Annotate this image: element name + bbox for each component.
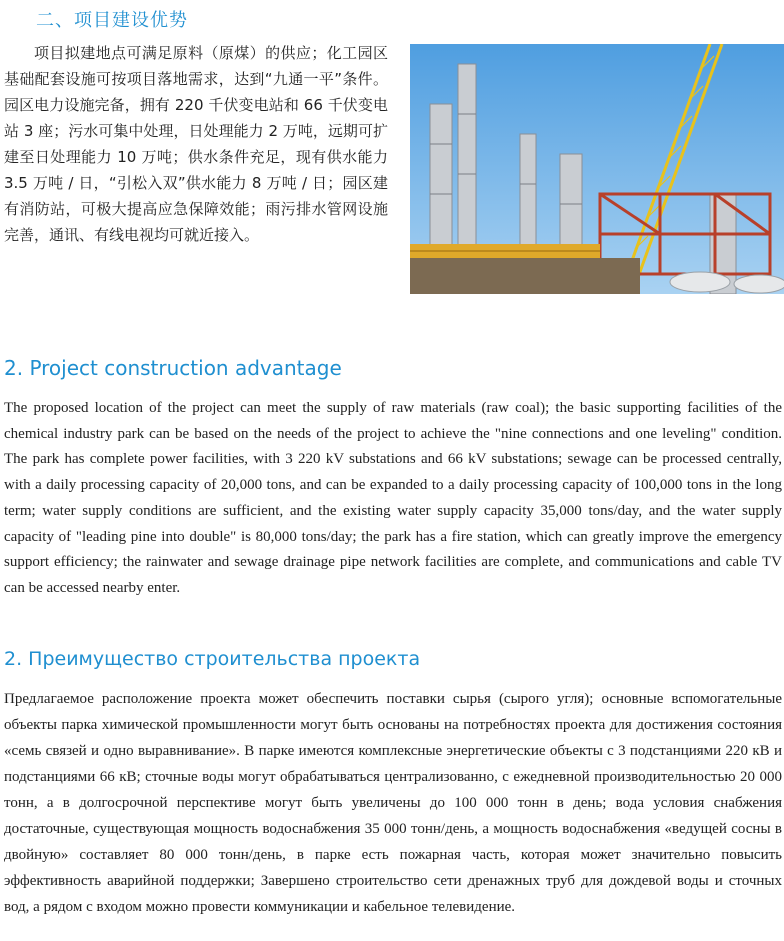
en-section-paragraph: The proposed location of the project can meet the supply of raw materials (raw coal); the basic supporting facilities of the chemical industry park can be based on the needs of the project to achieve the "nine connections and one leveling" condition. The park has complete power facilities, with 3 220 kV substations and 66 kV substations; sewage can be processed centrally, with a daily processing capacity of 20,000 tons, and can be expanded to a daily processing capacity of 100,000 tons in the long term; water supply conditions are sufficient, and the existing water supply capacity 35,000 tons/day, and the water supply capacity of "leading pine into double" is 80,000 tons/day; the park has a fire station, which can greatly improve the emergency support efficiency; the rainwater and sewage drainage pipe network facilities are complete, and communications and cable TV can be accessed nearby enter. <box>4 400 782 596</box>
zh-section-heading: 二、项目建设优势 <box>36 10 188 31</box>
ru-section-paragraph: Предлагаемое расположение проекта может обеспечить поставки сырья (сырого угля); основные вспомогательные объекты парка химической промышленности могут быть основаны на потребностях проекта для достижения состояния «семь связей и одно выравнивание». В парке имеются комплексные энергетические объекты с 3 подстанциями 220 кВ и подстанциями 66 кВ; сточные воды могут обрабатываться централизованно, с ежедневной производительностью 20 000 тонн, а в долгосрочной перспективе могут быть увеличены до 100 000 тонн в день; вода условия снабжения достаточные, существующая мощность водоснабжения 35 000 тонн/день, а мощность водоснабжения «ведущей сосны в двойную» составляет 80 000 тонн/день, в парке есть пожарная часть, которая может значительно повысить эффективность аварийной поддержки; Завершено строительство сети дренажных труб для дождевой воды и сточных вод, а рядом с входом можно провести коммуникации и кабельное телевидение. <box>4 691 782 915</box>
zh-section-paragraph: 项目拟建地点可满足原料（原煤）的供应；化工园区基础配套设施可按项目落地需求，达到“九通一平”条件。园区电力设施完备，拥有 220 千伏变电站和 66 千伏变电站 3 座；污水可集中处理，日处理能力 2 万吨，远期可扩建至日处理能力 10 万吨；供水条件充足，现有供水能力 3.5 万吨 / 日，“引松入双”供水能力 8 万吨 / 日；园区建有消防站，可极大提高应急保障效能；雨污排水管网设施完善，通讯、有线电视均可就近接入。 <box>4 44 388 244</box>
industrial-plant-photo <box>410 44 784 294</box>
ru-section-heading: 2. Преимущество строительства проекта <box>4 648 421 670</box>
en-section-heading: 2. Project construction advantage <box>4 356 342 380</box>
